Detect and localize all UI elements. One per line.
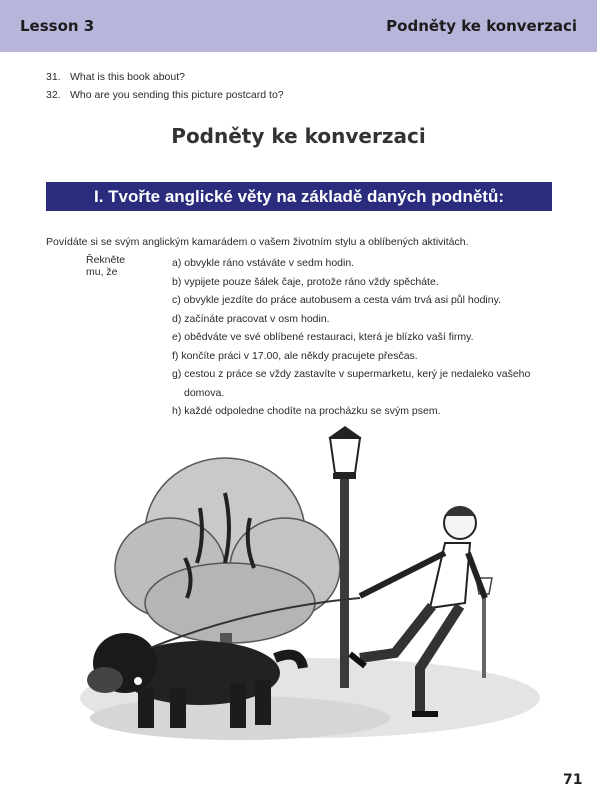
chapter-label: Podněty ke konverzaci — [386, 17, 577, 35]
question-text: What is this book about? — [70, 71, 185, 83]
exercise-heading — [46, 182, 552, 211]
exercise-item: g) cestou z práce se vždy zastavíte v supermarketu, kerý je nedaleko vašeho domova. — [172, 368, 531, 399]
question-list — [46, 68, 284, 104]
section-title: Podněty ke konverzaci — [171, 124, 426, 148]
exercise-item: a) obvykle ráno vstáváte v sedm hodin. — [172, 257, 355, 269]
exercise-item: f) končíte práci v 17.00, ale někdy pracujete přesčas. — [172, 349, 418, 362]
page-header — [0, 0, 597, 52]
exercise-item: b) vypijete pouze šálek čaje, protože ráno vždy spěcháte. — [172, 275, 439, 288]
exercise-item-list — [172, 254, 552, 421]
man-walking-dog-illustration — [60, 418, 550, 748]
question-number: 32. — [46, 89, 61, 101]
page-number: 71 — [563, 772, 583, 788]
exercise-item: d) začínáte pracovat v osm hodin. — [172, 312, 330, 325]
exercise-heading-text: I. Tvořte anglické věty na základě daných podnětů: — [93, 186, 504, 206]
exercise-lead: Řekněte mu, že — [86, 254, 126, 278]
question-item — [46, 68, 284, 86]
exercise-intro: Povídáte si se svým anglickým kamarádem o vašem životním stylu a oblíbených aktivitách. — [46, 236, 469, 248]
exercise-item: e) obědváte ve své oblíbené restauraci, která je blízko vaší firmy. — [172, 331, 474, 343]
exercise-item: c) obvykle jezdíte do práce autobusem a cesta vám trvá asi půl hodiny. — [172, 294, 501, 306]
exercise-item: h) každé odpoledne chodíte na procházku se svým psem. — [172, 405, 441, 417]
lesson-label: Lesson 3 — [20, 17, 95, 35]
question-number: 31. — [46, 71, 61, 83]
question-text: Who are you sending this picture postcard to? — [70, 89, 284, 101]
question-item — [46, 86, 284, 104]
